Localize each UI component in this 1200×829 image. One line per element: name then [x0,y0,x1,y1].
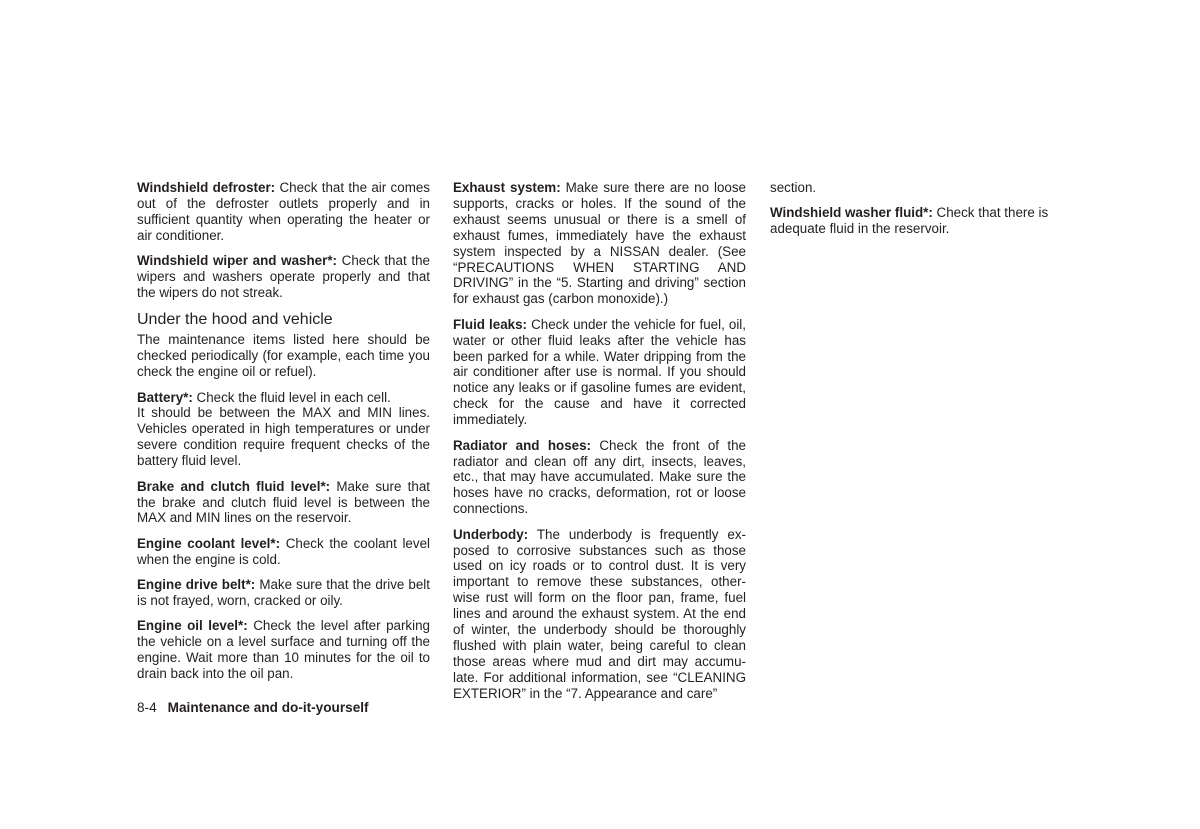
item-text: Make sure that the drive belt is not frayed, worn, cracked or oily. [137,577,430,609]
item-heading: Windshield wiper and washer*: [137,253,337,269]
item-heading: Brake and clutch fluid level*: [137,478,331,494]
item-text: Check the coolant level when the engine is cold. [137,535,430,567]
underbody-item [453,527,746,702]
wiper-washer-item [137,253,430,301]
item-heading: Engine oil level*: [137,618,248,634]
fluid-leaks-item [453,317,746,428]
radiator-item [453,438,746,518]
exhaust-item [453,180,746,307]
item-text: Check the level after parking the vehicle on a level surface and turning off the engine. Wait more than 10 minutes for the oil to drain back into the oil pan. [137,618,430,682]
page-footer [137,700,369,716]
continued-text: section. [770,180,817,195]
item-text: Make sure that the brake and clutch fluid level is between the MAX and MIN lines on the reservoir. [137,478,430,526]
windshield-defroster-item [137,180,430,244]
item-heading: Fluid leaks: [453,316,528,332]
item-text: The underbody is frequently ex-posed to corrosive substances such as those used on icy roads or to control dust. It is very important to remove these substances, other-wise rust will form on the floor pan, frame, fuel lines and around the exhaust system. At the end of winter, the underbody should be thoroughly flushed with plain water, being careful to clean those areas where mud and dirt may accumu-late. For additional information, see “CLEANING EXTERIOR” in the “7. Appearance and care” [453,526,746,701]
item-text: Check that the wipers and washers operate properly and that the wipers do not streak. [137,253,430,300]
item-text: Check the front of the radiator and clean off any dirt, insects, leaves, etc., that may have accumulated. Make sure the hoses have no cracks, deformation, rot or loose connections. [453,437,746,517]
item-heading: Engine drive belt*: [137,577,256,593]
item-text-continued: It should be between the MAX and MIN lines. Vehicles operated in high temperatures or under severe condition require frequent checks of the battery fluid level. [137,405,430,469]
section-heading-under-hood: Under the hood and vehicle [137,311,333,329]
oil-level-item [137,618,430,682]
section-title: Maintenance and do-it-yourself [167,700,369,715]
item-text: Check under the vehicle for fuel, oil, water or other fluid leaks after the vehicle has been parked for a while. Water dripping from the air conditioner after use is normal. If you should notice any leaks or if gasoline fumes are evident, check for the cause and have it corrected immediately. [453,316,746,428]
washer-fluid-item [770,205,1063,237]
item-heading: Exhaust system: [453,180,561,195]
item-heading: Underbody: [453,526,529,542]
item-heading: Windshield washer fluid*: [770,205,933,221]
battery-item [137,390,430,470]
item-heading: Windshield defroster: [137,180,276,195]
column-right [770,180,1063,247]
column-left [137,180,430,692]
item-heading: Battery*: [137,389,193,405]
coolant-item [137,536,430,568]
drive-belt-item [137,577,430,609]
item-text: Make sure there are no loose supports, cracks or holes. If the sound of the exhaust seems unusual or there is a smell of exhaust fumes, immediately have the exhaust system inspected by a NISSAN dealer. (See “PRECAUTIONS WHEN STARTING AND DRIVING” in the “5. Starting and driving” section for exhaust gas (carbon monoxide).) [453,180,746,307]
brake-clutch-item [137,479,430,527]
item-text: Check that there is adequate fluid in the reservoir. [770,205,1049,237]
item-heading: Engine coolant level*: [137,535,281,551]
item-text: Check that the air comes out of the defroster outlets properly and in sufficient quantity when operating the heater or air conditioner. [137,180,430,243]
column-middle [453,180,746,711]
item-text: Check the fluid level in each cell. [192,389,391,405]
item-heading: Radiator and hoses: [453,437,592,453]
page-number: 8-4 [137,700,157,715]
under-hood-intro: The maintenance items listed here should be checked periodically (for example, each time you check the engine oil or refuel). [137,332,430,380]
